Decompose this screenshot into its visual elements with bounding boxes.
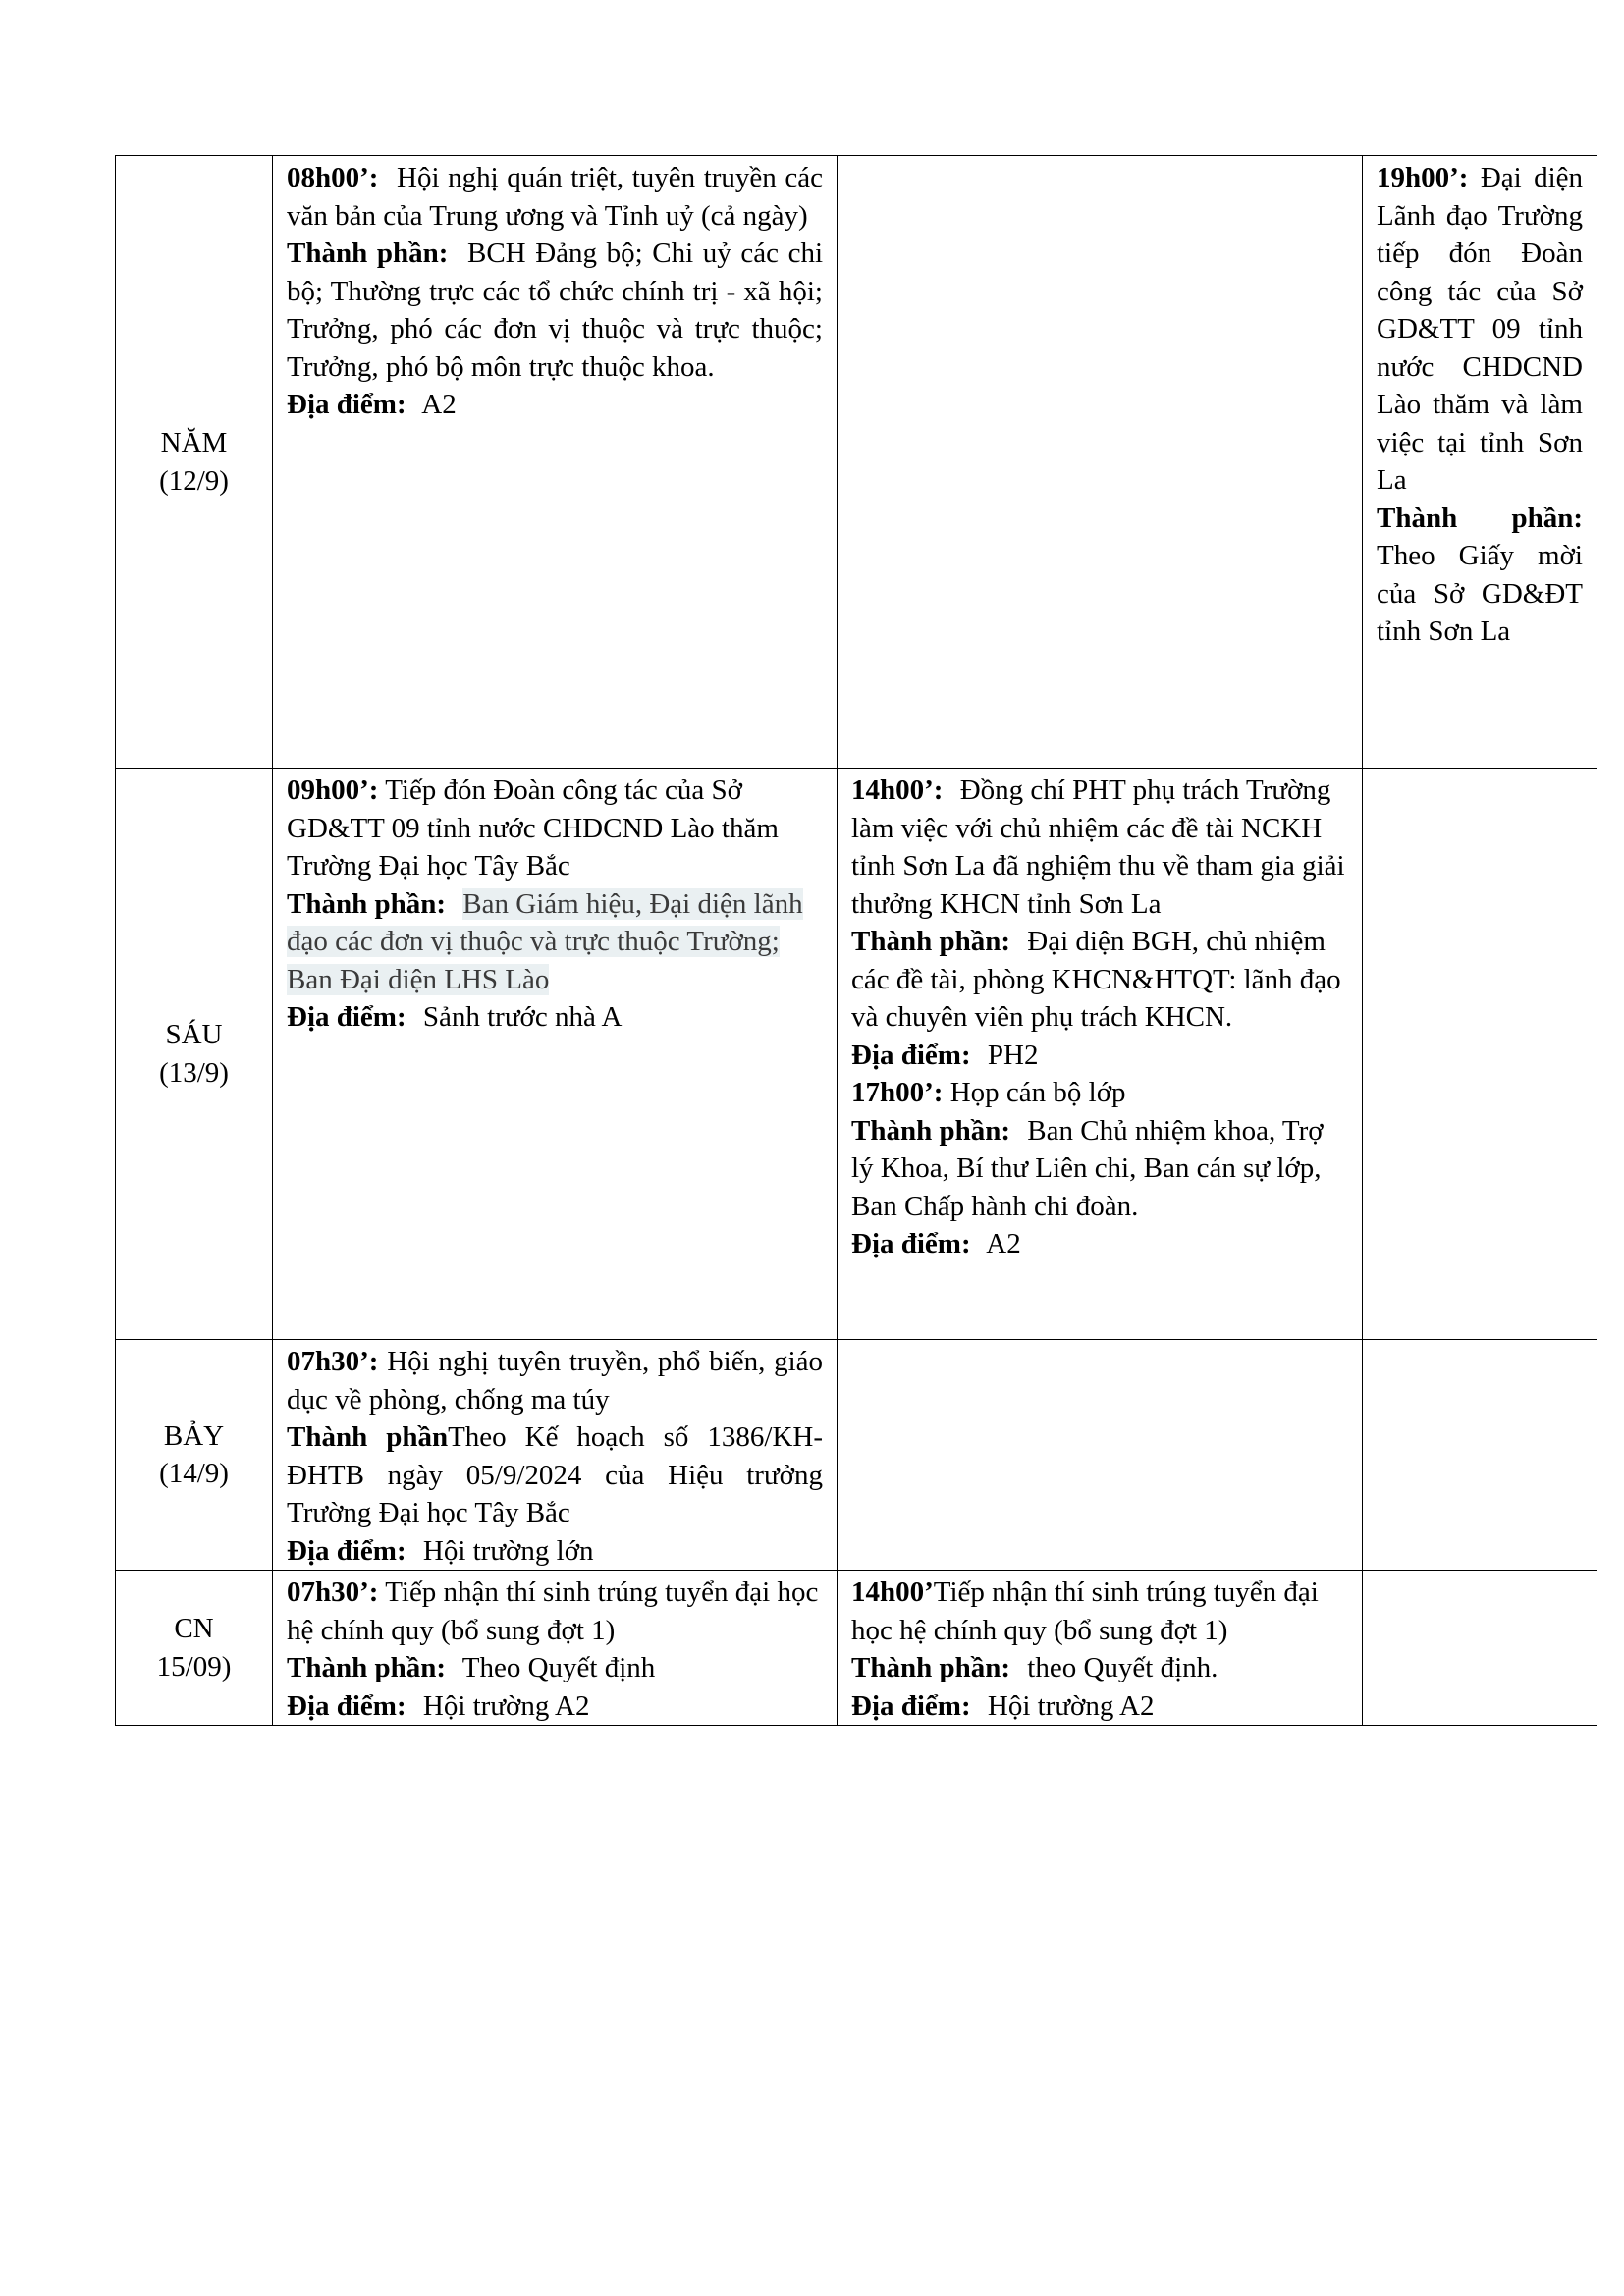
place-text: PH2 (987, 1039, 1039, 1071)
event-title: Tiếp đón Đoàn công tác của Sở GD&TT 09 tỉnh nước CHDCND Lào thăm Trường Đại học Tây Bắc (287, 774, 779, 881)
day-cell (116, 769, 273, 1340)
evening-cell (1363, 1571, 1597, 1726)
event-title: Họp cán bộ lớp (949, 1077, 1126, 1108)
place-text: A2 (421, 389, 457, 420)
place-text: A2 (986, 1228, 1021, 1259)
event-title: Hội nghị tuyên truyền, phổ biến, giáo dục về phòng, chống ma túy (287, 1346, 823, 1415)
morning-cell (273, 1340, 838, 1571)
members-text: Đại diện BGH, chủ nhiệm các đề tài, phòng KHCN&HTQT: lãnh đạo và chuyên viên phụ trách KHCN. (851, 926, 1341, 1033)
members-text: Theo Quyết định (461, 1652, 656, 1683)
members-label: Thành phần: (287, 887, 447, 920)
afternoon-cell (838, 1571, 1363, 1726)
members-text: Ban Chủ nhiệm khoa, Trợ lý Khoa, Bí thư Liên chi, Ban cán sự lớp, Ban Chấp hành chi đoàn. (851, 1114, 1324, 1222)
day-name: CN (174, 1613, 214, 1644)
table-row (116, 1340, 1597, 1571)
day-cell (116, 1571, 273, 1726)
event-title: Đại diện Lãnh đạo Trường tiếp đón Đoàn công tác của Sở GD&TT 09 tỉnh nước CHDCND Lào thăm và làm việc tại tỉnh Sơn La (1377, 162, 1583, 496)
members-label: Thành phần: (1377, 502, 1583, 534)
schedule-table (115, 155, 1597, 1726)
members-label: Thành phần: (851, 1652, 1011, 1683)
members-label: Thành phần: (287, 238, 449, 269)
morning-cell (273, 156, 838, 769)
event-time: 14h00’ (851, 1576, 934, 1608)
place-label: Địa điểm: (287, 1001, 406, 1033)
day-cell (116, 1340, 273, 1571)
members-label: Thành phần: (287, 1652, 447, 1683)
event-time: 09h00’: (287, 774, 379, 806)
members-text: theo Quyết định. (1027, 1652, 1218, 1683)
afternoon-cell (838, 156, 1363, 769)
place-text: Sảnh trước nhà A (422, 1001, 623, 1033)
afternoon-cell (838, 769, 1363, 1340)
place-label: Địa điểm: (851, 1689, 971, 1722)
afternoon-cell (838, 1340, 1363, 1571)
members-label: Thành phần (287, 1421, 449, 1453)
members-text: BCH Đảng bộ; Chi uỷ các chi bộ; Thường trực các tổ chức chính trị - xã hội; Trưởng, phó các đơn vị thuộc và trực thuộc; Trưởng, phó bộ môn trực thuộc khoa. (287, 238, 824, 383)
event-time: 08h00’: (287, 162, 379, 193)
day-cell (116, 156, 273, 769)
members-text: Ban Giám hiệu, Đại diện lãnh đạo các đơn vị thuộc và trực thuộc Trường; Ban Đại diện LHS Lào (287, 887, 803, 995)
members-label: Thành phần: (851, 926, 1011, 957)
event-title: Hội nghị quán triệt, tuyên truyền các văn bản của Trung ương và Tỉnh uỷ (cả ngày) (287, 162, 823, 232)
table-row (116, 769, 1597, 1340)
day-date: 15/09) (156, 1650, 232, 1682)
place-label: Địa điểm: (287, 1534, 406, 1567)
event-time: 07h30’: (287, 1576, 379, 1608)
day-name: NĂM (160, 427, 228, 458)
place-text: Hội trường lớn (422, 1534, 594, 1567)
event-title: Tiếp nhận thí sinh trúng tuyển đại học hệ chính quy (bổ sung đợt 1) (851, 1576, 1319, 1646)
evening-cell (1363, 1340, 1597, 1571)
table-row (116, 156, 1597, 769)
event-time: 19h00’: (1377, 162, 1469, 193)
evening-cell (1363, 156, 1597, 769)
members-text: Theo Giấy mời của Sở GD&ĐT tỉnh Sơn La (1377, 540, 1583, 647)
members-text: Theo Kế hoạch số 1386/KH-ĐHTB ngày 05/9/2024 của Hiệu trưởng Trường Đại học Tây Bắc (287, 1421, 823, 1528)
place-label: Địa điểm: (851, 1228, 971, 1259)
event-title: Đồng chí PHT phụ trách Trường làm việc với chủ nhiệm các đề tài NCKH tỉnh Sơn La đã nghiệm thu về tham gia giải thưởng KHCN tỉnh Sơn La (851, 774, 1345, 920)
place-label: Địa điểm: (287, 1689, 406, 1722)
day-name: SÁU (165, 1019, 223, 1050)
members-label: Thành phần: (851, 1114, 1011, 1147)
evening-cell (1363, 769, 1597, 1340)
morning-cell (273, 1571, 838, 1726)
morning-cell (273, 769, 838, 1340)
place-text: Hội trường A2 (987, 1689, 1155, 1722)
table-row (116, 1571, 1597, 1726)
day-date: (14/9) (159, 1458, 229, 1489)
day-date: (13/9) (159, 1056, 229, 1089)
event-time: 17h00’: (851, 1077, 944, 1108)
place-label: Địa điểm: (851, 1039, 971, 1071)
event-time: 07h30’: (287, 1346, 379, 1377)
place-label: Địa điểm: (287, 389, 406, 420)
event-time: 14h00’: (851, 774, 944, 806)
day-name: BẢY (163, 1419, 225, 1452)
place-text: Hội trường A2 (422, 1689, 590, 1722)
event-title: Tiếp nhận thí sinh trúng tuyển đại học hệ chính quy (bổ sung đợt 1) (287, 1576, 819, 1646)
day-date: (12/9) (159, 464, 229, 497)
